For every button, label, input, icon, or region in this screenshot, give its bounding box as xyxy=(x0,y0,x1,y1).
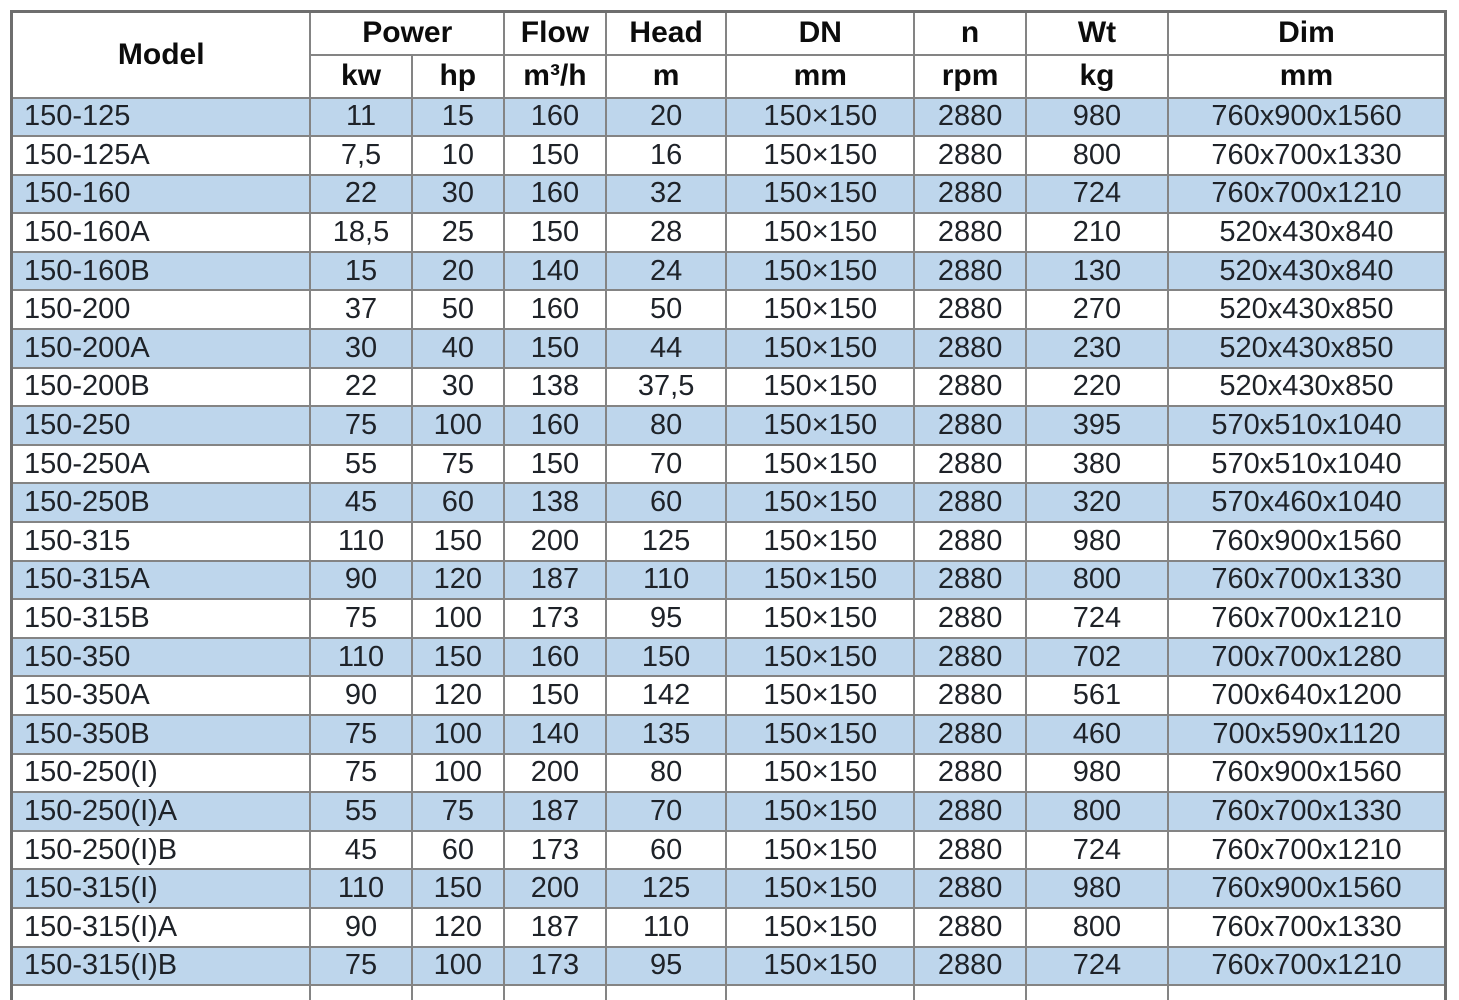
cell-n: 2880 xyxy=(914,252,1026,291)
cell-empty xyxy=(504,985,606,1000)
cell-head: 16 xyxy=(606,136,726,175)
cell-n: 2880 xyxy=(914,869,1026,908)
cell-power-kw: 7,5 xyxy=(310,136,411,175)
cell-wt: 395 xyxy=(1026,406,1168,445)
cell-power-kw: 55 xyxy=(310,792,411,831)
cell-wt: 561 xyxy=(1026,676,1168,715)
table-row xyxy=(12,406,1446,445)
cell-n: 2880 xyxy=(914,792,1026,831)
cell-n: 2880 xyxy=(914,599,1026,638)
cell-head: 50 xyxy=(606,290,726,329)
col-header-n: n xyxy=(914,12,1026,55)
cell-model: 150-200B xyxy=(12,368,311,407)
cell-empty xyxy=(1026,985,1168,1000)
cell-head: 70 xyxy=(606,445,726,484)
table-row xyxy=(12,252,1446,291)
cell-dn: 150×150 xyxy=(726,638,914,677)
table-row xyxy=(12,715,1446,754)
cell-dim: 520x430x850 xyxy=(1168,368,1446,407)
cell-dim: 700x590x1120 xyxy=(1168,715,1446,754)
cell-wt: 230 xyxy=(1026,329,1168,368)
table-header xyxy=(12,12,1446,98)
cell-empty xyxy=(606,985,726,1000)
cell-n: 2880 xyxy=(914,98,1026,137)
cell-power-hp: 50 xyxy=(412,290,504,329)
cell-power-kw: 75 xyxy=(310,947,411,986)
cell-dn: 150×150 xyxy=(726,908,914,947)
cell-empty xyxy=(12,985,311,1000)
cell-head: 110 xyxy=(606,908,726,947)
cell-wt: 724 xyxy=(1026,831,1168,870)
cell-wt: 220 xyxy=(1026,368,1168,407)
cell-dn: 150×150 xyxy=(726,947,914,986)
cell-empty xyxy=(412,985,504,1000)
cell-power-hp: 120 xyxy=(412,561,504,600)
cell-flow: 187 xyxy=(504,792,606,831)
cell-dn: 150×150 xyxy=(726,368,914,407)
cell-flow: 150 xyxy=(504,136,606,175)
cell-dim: 570x510x1040 xyxy=(1168,406,1446,445)
cell-wt: 320 xyxy=(1026,483,1168,522)
cell-n: 2880 xyxy=(914,368,1026,407)
cell-power-kw: 22 xyxy=(310,175,411,214)
table-row xyxy=(12,792,1446,831)
cell-dn: 150×150 xyxy=(726,98,914,137)
cell-head: 44 xyxy=(606,329,726,368)
col-header-head: Head xyxy=(606,12,726,55)
cell-dim: 760x900x1560 xyxy=(1168,522,1446,561)
cell-dn: 150×150 xyxy=(726,561,914,600)
cell-flow: 140 xyxy=(504,715,606,754)
cell-wt: 800 xyxy=(1026,792,1168,831)
table-row xyxy=(12,136,1446,175)
cell-model: 150-350A xyxy=(12,676,311,715)
cell-dim: 520x430x850 xyxy=(1168,290,1446,329)
table-row xyxy=(12,908,1446,947)
cell-wt: 980 xyxy=(1026,522,1168,561)
unit-header-flow: m³/h xyxy=(504,55,606,98)
cell-dn: 150×150 xyxy=(726,136,914,175)
cell-wt: 800 xyxy=(1026,136,1168,175)
col-header-power: Power xyxy=(310,12,504,55)
table-row xyxy=(12,561,1446,600)
cell-power-hp: 25 xyxy=(412,213,504,252)
cell-dn: 150×150 xyxy=(726,792,914,831)
cell-dim: 760x700x1330 xyxy=(1168,561,1446,600)
cell-dim: 760x700x1210 xyxy=(1168,831,1446,870)
cell-power-hp: 75 xyxy=(412,792,504,831)
cell-wt: 724 xyxy=(1026,947,1168,986)
cell-flow: 160 xyxy=(504,406,606,445)
table-row xyxy=(12,329,1446,368)
cell-model: 150-250A xyxy=(12,445,311,484)
cell-head: 142 xyxy=(606,676,726,715)
cell-empty xyxy=(914,985,1026,1000)
cell-model: 150-315 xyxy=(12,522,311,561)
cell-dn: 150×150 xyxy=(726,329,914,368)
table-row xyxy=(12,522,1446,561)
cell-wt: 380 xyxy=(1026,445,1168,484)
cell-power-hp: 60 xyxy=(412,483,504,522)
col-header-wt: Wt xyxy=(1026,12,1168,55)
cell-wt: 980 xyxy=(1026,98,1168,137)
cell-power-hp: 150 xyxy=(412,522,504,561)
cell-head: 37,5 xyxy=(606,368,726,407)
header-row-groups xyxy=(12,12,1446,55)
cell-power-kw: 55 xyxy=(310,445,411,484)
unit-header-head: m xyxy=(606,55,726,98)
cell-n: 2880 xyxy=(914,483,1026,522)
cell-dim: 760x700x1210 xyxy=(1168,599,1446,638)
cell-head: 20 xyxy=(606,98,726,137)
cell-dn: 150×150 xyxy=(726,599,914,638)
cell-n: 2880 xyxy=(914,676,1026,715)
cell-power-kw: 37 xyxy=(310,290,411,329)
cell-dn: 150×150 xyxy=(726,290,914,329)
cell-flow: 150 xyxy=(504,329,606,368)
cell-power-hp: 120 xyxy=(412,908,504,947)
cell-model: 150-315B xyxy=(12,599,311,638)
cell-n: 2880 xyxy=(914,522,1026,561)
cell-n: 2880 xyxy=(914,561,1026,600)
table-row xyxy=(12,831,1446,870)
cell-power-kw: 45 xyxy=(310,483,411,522)
cell-dn: 150×150 xyxy=(726,406,914,445)
cell-flow: 200 xyxy=(504,754,606,793)
cell-flow: 200 xyxy=(504,522,606,561)
cell-head: 110 xyxy=(606,561,726,600)
cell-n: 2880 xyxy=(914,831,1026,870)
cell-wt: 270 xyxy=(1026,290,1168,329)
cell-dn: 150×150 xyxy=(726,676,914,715)
cell-model: 150-250(I)A xyxy=(12,792,311,831)
cell-flow: 173 xyxy=(504,831,606,870)
cell-power-hp: 120 xyxy=(412,676,504,715)
cell-wt: 724 xyxy=(1026,175,1168,214)
cell-dim: 760x700x1330 xyxy=(1168,136,1446,175)
unit-header-dn: mm xyxy=(726,55,914,98)
col-header-dim: Dim xyxy=(1168,12,1446,55)
cell-power-kw: 110 xyxy=(310,638,411,677)
cell-model: 150-315A xyxy=(12,561,311,600)
cell-head: 70 xyxy=(606,792,726,831)
cell-dim: 760x700x1210 xyxy=(1168,947,1446,986)
table-row xyxy=(12,175,1446,214)
cell-flow: 160 xyxy=(504,98,606,137)
table-row-partial xyxy=(12,985,1446,1000)
cell-flow: 160 xyxy=(504,290,606,329)
cell-head: 135 xyxy=(606,715,726,754)
cell-model: 150-160A xyxy=(12,213,311,252)
unit-header-wt: kg xyxy=(1026,55,1168,98)
cell-power-hp: 20 xyxy=(412,252,504,291)
cell-model: 150-315(I) xyxy=(12,869,311,908)
cell-power-hp: 150 xyxy=(412,869,504,908)
cell-power-kw: 75 xyxy=(310,599,411,638)
cell-flow: 187 xyxy=(504,561,606,600)
cell-head: 95 xyxy=(606,599,726,638)
cell-model: 150-125A xyxy=(12,136,311,175)
col-header-model: Model xyxy=(12,12,311,98)
cell-power-hp: 15 xyxy=(412,98,504,137)
cell-flow: 140 xyxy=(504,252,606,291)
cell-dim: 520x430x850 xyxy=(1168,329,1446,368)
cell-head: 125 xyxy=(606,522,726,561)
cell-wt: 702 xyxy=(1026,638,1168,677)
cell-power-hp: 100 xyxy=(412,947,504,986)
cell-flow: 160 xyxy=(504,638,606,677)
table-row xyxy=(12,290,1446,329)
cell-wt: 980 xyxy=(1026,754,1168,793)
cell-dn: 150×150 xyxy=(726,831,914,870)
cell-dim: 700x700x1280 xyxy=(1168,638,1446,677)
cell-model: 150-160B xyxy=(12,252,311,291)
cell-dn: 150×150 xyxy=(726,522,914,561)
cell-wt: 460 xyxy=(1026,715,1168,754)
cell-n: 2880 xyxy=(914,445,1026,484)
cell-power-hp: 60 xyxy=(412,831,504,870)
cell-model: 150-350 xyxy=(12,638,311,677)
cell-power-kw: 110 xyxy=(310,522,411,561)
cell-flow: 160 xyxy=(504,175,606,214)
col-header-flow: Flow xyxy=(504,12,606,55)
cell-power-hp: 100 xyxy=(412,754,504,793)
cell-power-kw: 15 xyxy=(310,252,411,291)
cell-n: 2880 xyxy=(914,175,1026,214)
cell-model: 150-315(I)A xyxy=(12,908,311,947)
cell-n: 2880 xyxy=(914,290,1026,329)
cell-power-kw: 45 xyxy=(310,831,411,870)
cell-dn: 150×150 xyxy=(726,754,914,793)
cell-model: 150-200A xyxy=(12,329,311,368)
cell-model: 150-250(I) xyxy=(12,754,311,793)
cell-model: 150-160 xyxy=(12,175,311,214)
cell-head: 125 xyxy=(606,869,726,908)
cell-n: 2880 xyxy=(914,715,1026,754)
cell-power-hp: 150 xyxy=(412,638,504,677)
cell-empty xyxy=(1168,985,1446,1000)
cell-power-kw: 75 xyxy=(310,715,411,754)
cell-power-hp: 75 xyxy=(412,445,504,484)
cell-power-kw: 75 xyxy=(310,406,411,445)
unit-header-kw: kw xyxy=(310,55,411,98)
unit-header-n: rpm xyxy=(914,55,1026,98)
cell-dn: 150×150 xyxy=(726,483,914,522)
cell-n: 2880 xyxy=(914,136,1026,175)
cell-power-kw: 90 xyxy=(310,676,411,715)
cell-dim: 520x430x840 xyxy=(1168,213,1446,252)
cell-flow: 173 xyxy=(504,599,606,638)
cell-n: 2880 xyxy=(914,947,1026,986)
cell-flow: 138 xyxy=(504,368,606,407)
col-header-dn: DN xyxy=(726,12,914,55)
table-row xyxy=(12,483,1446,522)
cell-power-kw: 75 xyxy=(310,754,411,793)
table-row xyxy=(12,754,1446,793)
cell-head: 60 xyxy=(606,483,726,522)
cell-power-kw: 30 xyxy=(310,329,411,368)
cell-flow: 150 xyxy=(504,445,606,484)
cell-dim: 760x700x1330 xyxy=(1168,908,1446,947)
cell-model: 150-125 xyxy=(12,98,311,137)
cell-head: 28 xyxy=(606,213,726,252)
cell-wt: 800 xyxy=(1026,908,1168,947)
cell-power-hp: 100 xyxy=(412,406,504,445)
table-row xyxy=(12,676,1446,715)
cell-dim: 570x510x1040 xyxy=(1168,445,1446,484)
cell-power-kw: 110 xyxy=(310,869,411,908)
cell-n: 2880 xyxy=(914,329,1026,368)
cell-dim: 700x640x1200 xyxy=(1168,676,1446,715)
cell-power-kw: 18,5 xyxy=(310,213,411,252)
cell-wt: 130 xyxy=(1026,252,1168,291)
cell-dim: 760x700x1330 xyxy=(1168,792,1446,831)
table-row xyxy=(12,638,1446,677)
table-row xyxy=(12,445,1446,484)
cell-dim: 760x900x1560 xyxy=(1168,754,1446,793)
unit-header-hp: hp xyxy=(412,55,504,98)
table-row xyxy=(12,947,1446,986)
cell-empty xyxy=(310,985,411,1000)
cell-model: 150-250(I)B xyxy=(12,831,311,870)
cell-power-kw: 22 xyxy=(310,368,411,407)
cell-flow: 200 xyxy=(504,869,606,908)
cell-model: 150-350B xyxy=(12,715,311,754)
table-row xyxy=(12,869,1446,908)
cell-power-hp: 40 xyxy=(412,329,504,368)
cell-n: 2880 xyxy=(914,213,1026,252)
cell-head: 150 xyxy=(606,638,726,677)
cell-dn: 150×150 xyxy=(726,445,914,484)
cell-power-hp: 100 xyxy=(412,715,504,754)
cell-flow: 150 xyxy=(504,213,606,252)
cell-model: 150-250B xyxy=(12,483,311,522)
cell-flow: 138 xyxy=(504,483,606,522)
cell-power-kw: 11 xyxy=(310,98,411,137)
cell-dim: 760x700x1210 xyxy=(1168,175,1446,214)
cell-wt: 724 xyxy=(1026,599,1168,638)
cell-n: 2880 xyxy=(914,754,1026,793)
cell-dim: 570x460x1040 xyxy=(1168,483,1446,522)
cell-head: 80 xyxy=(606,754,726,793)
cell-head: 32 xyxy=(606,175,726,214)
cell-dim: 760x900x1560 xyxy=(1168,98,1446,137)
cell-flow: 187 xyxy=(504,908,606,947)
cell-power-hp: 30 xyxy=(412,368,504,407)
cell-head: 95 xyxy=(606,947,726,986)
cell-flow: 150 xyxy=(504,676,606,715)
cell-wt: 980 xyxy=(1026,869,1168,908)
cell-power-hp: 10 xyxy=(412,136,504,175)
cell-n: 2880 xyxy=(914,406,1026,445)
table-row xyxy=(12,368,1446,407)
cell-head: 80 xyxy=(606,406,726,445)
cell-power-kw: 90 xyxy=(310,561,411,600)
cell-dim: 520x430x840 xyxy=(1168,252,1446,291)
cell-flow: 173 xyxy=(504,947,606,986)
table-row xyxy=(12,98,1446,137)
cell-power-hp: 30 xyxy=(412,175,504,214)
cell-model: 150-315(I)B xyxy=(12,947,311,986)
cell-head: 60 xyxy=(606,831,726,870)
table-row xyxy=(12,599,1446,638)
table-body xyxy=(12,98,1446,1000)
cell-dn: 150×150 xyxy=(726,175,914,214)
cell-n: 2880 xyxy=(914,638,1026,677)
cell-power-hp: 100 xyxy=(412,599,504,638)
unit-header-dim: mm xyxy=(1168,55,1446,98)
cell-dim: 760x900x1560 xyxy=(1168,869,1446,908)
table-row xyxy=(12,213,1446,252)
cell-dn: 150×150 xyxy=(726,715,914,754)
cell-model: 150-250 xyxy=(12,406,311,445)
cell-dn: 150×150 xyxy=(726,869,914,908)
cell-head: 24 xyxy=(606,252,726,291)
cell-model: 150-200 xyxy=(12,290,311,329)
cell-dn: 150×150 xyxy=(726,252,914,291)
cell-dn: 150×150 xyxy=(726,213,914,252)
pump-spec-table xyxy=(10,10,1447,1000)
cell-n: 2880 xyxy=(914,908,1026,947)
cell-wt: 210 xyxy=(1026,213,1168,252)
cell-empty xyxy=(726,985,914,1000)
cell-power-kw: 90 xyxy=(310,908,411,947)
cell-wt: 800 xyxy=(1026,561,1168,600)
